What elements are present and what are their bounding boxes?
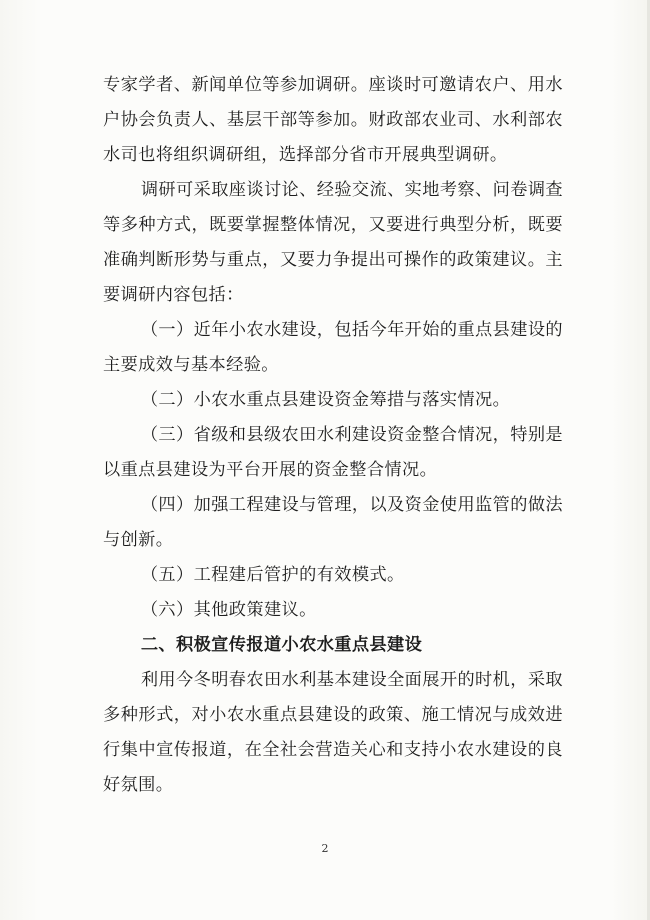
list-item-2: （二）小农水重点县建设资金筹措与落实情况。 (140, 390, 511, 410)
document-body (103, 68, 563, 803)
list-item-5: （五）工程建后管护的有效模式。 (140, 565, 405, 585)
closing-paragraph: 利用今冬明春农田水利基本建设全面展开的时机，采取多种形式，对小农水重点县建设的政策、施工情况与成效进行集中宣传报道，在全社会营造关心和支持小农水建设的良好氛围。 (103, 670, 563, 795)
paragraph-2: 调研可采取座谈讨论、经验交流、实地考察、问卷调查等多种方式，既要掌握整体情况，又要进行典型分析，既要准确判断形势与重点，又要力争提出可操作的政策建议。主要调研内容包括： (103, 180, 563, 305)
paragraph-1: 专家学者、新闻单位等参加调研。座谈时可邀请农户、用水户协会负责人、基层干部等参加。财政部农业司、水利部农水司也将组织调研组，选择部分省市开展典型调研。 (103, 75, 563, 165)
list-item-4: （四）加强工程建设与管理，以及资金使用监管的做法与创新。 (103, 495, 563, 550)
list-item-3: （三）省级和县级农田水利建设资金整合情况，特别是以重点县建设为平台开展的资金整合情况。 (103, 425, 563, 480)
page-number: 2 (321, 842, 329, 855)
list-item-1: （一）近年小农水建设，包括今年开始的重点县建设的主要成效与基本经验。 (103, 320, 563, 375)
list-item-6: （六）其他政策建议。 (140, 600, 317, 620)
section-heading: 二、积极宣传报道小农水重点县建设 (140, 635, 423, 655)
